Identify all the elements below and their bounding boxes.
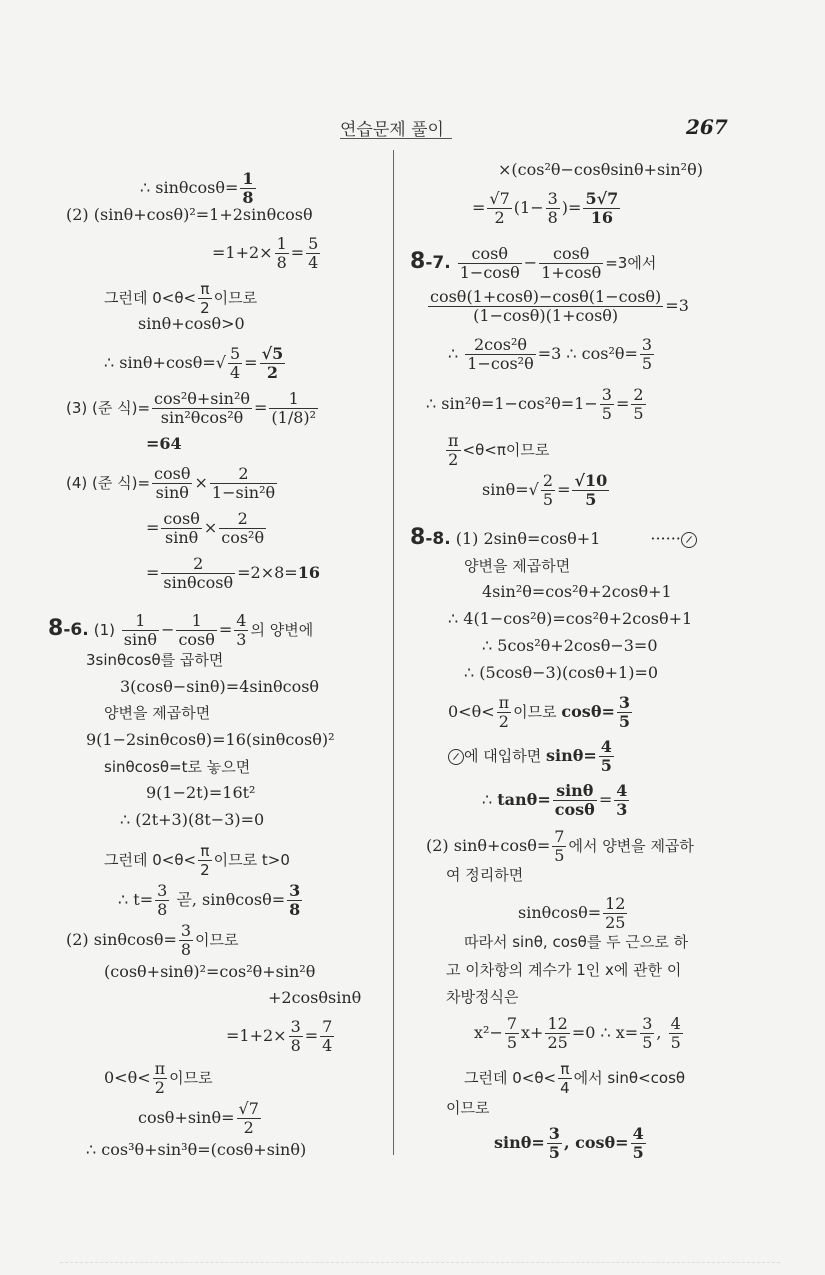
section-title-underline — [340, 138, 452, 139]
fraction: $\frac{12}{25}$ — [605, 894, 626, 932]
solution-line: sinθ= $\frac{3}{5}$ , cosθ= $\frac{4}{5}$ — [494, 1124, 644, 1162]
solution-line: = $\frac{2}{\sin\theta\cos\theta}$ =2×8=16 — [146, 554, 320, 592]
solution-line: (2) sinθcosθ= $\frac{3}{8}$ 이므로 — [66, 921, 239, 959]
solution-line: 그런데 0<θ< $\frac{\pi}{2}$ 이므로 t>0 — [104, 842, 290, 879]
solution-line: $\frac{\pi}{2}$ <θ<π이므로 — [448, 431, 550, 469]
solution-line: ∴ (5cosθ−3)(cosθ+1)=0 — [464, 663, 659, 682]
solution-line: =64 — [146, 434, 182, 453]
fraction: $\frac{3}{5}$ — [548, 1124, 560, 1162]
solution-line: =1+2× $\frac{3}{8}$ = $\frac{7}{4}$ — [226, 1017, 333, 1055]
solution-line: 이므로 — [446, 1099, 490, 1117]
solution-line: 그런데 0<θ< $\frac{\pi}{2}$ 이므로 — [104, 280, 258, 317]
fraction: $\frac{3}{8}$ — [290, 1017, 301, 1055]
solution-line: (3) (준 식)= $\frac{\text{cos²θ+sin²θ}}{\text{sin²θcos²θ}}$ = $\frac{1}{\text{(1/8)²}}$ — [66, 389, 317, 427]
fraction: $\frac{√7}{2}$ — [489, 189, 510, 227]
fraction: $\frac{7}{5}$ — [554, 827, 565, 865]
fraction: $\frac{\text{2cos²θ}}{\text{1−cos²θ}}$ — [467, 335, 534, 373]
fraction: $\frac{4}{3}$ — [236, 611, 247, 649]
fraction: $\frac{4}{5}$ — [670, 1014, 681, 1052]
fraction: $\frac{3}{5}$ — [601, 385, 612, 423]
fraction: $\frac{1}{\sin\theta}$ — [123, 611, 158, 649]
solution-line: ∴ 5cos²θ+2cosθ−3=0 — [482, 636, 658, 655]
solution-line: ×(cos²θ−cosθsinθ+sin²θ) — [498, 160, 703, 179]
fraction: $\frac{\cos\theta}{1+\cos\theta}$ — [541, 244, 602, 282]
fraction: $\frac{2}{\text{1−sin²θ}}$ — [211, 464, 276, 502]
solution-line: ∴ $\frac{\text{2cos²θ}}{\text{1−cos²θ}}$ =3 ∴ cos²θ= $\frac{3}{5}$ — [448, 335, 653, 373]
fraction: $\frac{\pi}{2}$ — [498, 693, 510, 731]
fraction: $\frac{\pi}{2}$ — [448, 431, 459, 469]
fraction: $\frac{5}{4}$ — [308, 234, 319, 272]
fraction: $\frac{\cos\theta}{\sin\theta}$ — [154, 464, 191, 502]
solution-line: 9(1−2sinθcosθ)=16(sinθcosθ)² — [86, 730, 335, 749]
solution-line: 0<θ< $\frac{\pi}{2}$ 이므로 — [104, 1059, 213, 1097]
solution-line: ∴ sin²θ=1−cos²θ=1− $\frac{3}{5}$ = $\frac{2}{5}$ — [426, 385, 644, 423]
fraction: $\frac{3}{8}$ — [547, 189, 558, 227]
solution-line: ∴ sinθcosθ= $\frac{1}{8}$ — [140, 169, 254, 207]
fraction: $\frac{\cos\theta}{\sin\theta}$ — [163, 509, 200, 547]
fraction: $\frac{1}{\text{(1/8)²}}$ — [271, 389, 317, 427]
section-title: 연습문제 풀이 — [340, 120, 444, 140]
solution-line: ∴ t= $\frac{3}{8}$ 곧, sinθcosθ= $\frac{3}{8}$ — [118, 881, 301, 919]
solution-line: 고 이차항의 계수가 1인 x에 관한 이 — [446, 961, 682, 979]
fraction: $\frac{4}{5}$ — [632, 1124, 644, 1162]
solution-line: (2) (sinθ+cosθ)²=1+2sinθcosθ — [66, 205, 313, 224]
solution-line: ∴ sinθ+cosθ=√ $\frac{5}{4}$ = $\frac{√5}{2}$ — [104, 344, 284, 382]
problem-8-8-solution: 8-8. (1) 2sinθ=cosθ+1 ······ — [410, 528, 697, 549]
fraction: $\frac{\pi}{2}$ — [154, 1059, 166, 1097]
solution-line: ∴ (2t+3)(8t−3)=0 — [120, 810, 265, 829]
solution-line: (cosθ+sinθ)²=cos²θ+sin²θ — [104, 962, 316, 981]
solution-line: 차방정식은 — [446, 988, 519, 1006]
solution-line: 3sinθcosθ를 곱하면 — [86, 651, 224, 669]
solution-line: sinθ=√ $\frac{2}{5}$ = $\frac{√10}{5}$ — [482, 471, 608, 509]
solution-line: sinθcosθ= $\frac{12}{25}$ — [518, 894, 626, 932]
fraction: $\frac{3}{8}$ — [180, 921, 192, 959]
fraction: $\frac{4}{5}$ — [600, 737, 612, 775]
fraction: $\frac{2}{\text{cos²θ}}$ — [221, 509, 265, 547]
solution-line: 그런데 0<θ< $\frac{\pi}{4}$ 에서 sinθ<cosθ — [464, 1060, 686, 1097]
solution-line: 4sin²θ=cos²θ+2cosθ+1 — [482, 582, 672, 601]
page-bottom-edge — [60, 1262, 780, 1263]
fraction: $\frac{2}{5}$ — [633, 385, 644, 423]
fraction: $\frac{1}{\cos\theta}$ — [178, 611, 215, 649]
fraction: $\frac{√5}{2}$ — [261, 344, 284, 382]
circled-ga-marker-icon — [681, 532, 697, 548]
fraction: $\frac{3}{5}$ — [618, 693, 631, 731]
solution-line: cosθ+sinθ= $\frac{√7}{2}$ — [138, 1099, 259, 1137]
problem-8-6-solution: 8-6. (1) $\frac{1}{\sin\theta}$ − $\frac{1}{\cos\theta}$ = $\frac{4}{3}$ 의 양변에 — [48, 611, 314, 649]
problem-8-7-solution: 8-7. $\frac{\cos\theta}{1-\cos\theta}$ − $\frac{\cos\theta}{1+\cos\theta}$ =3에서 — [410, 244, 657, 282]
solution-line: =1+2× $\frac{1}{8}$ = $\frac{5}{4}$ — [212, 234, 319, 272]
solution-line: +2cosθsinθ — [268, 988, 362, 1007]
solution-line: 양변을 제곱하면 — [464, 557, 571, 575]
solution-line: (2) sinθ+cosθ= $\frac{7}{5}$ 에서 양변을 제곱하 — [426, 827, 694, 865]
solution-line: ∴ 4(1−cos²θ)=cos²θ+2cosθ+1 — [448, 609, 693, 628]
fraction: $\frac{\sin\theta}{\cos\theta}$ — [554, 781, 595, 819]
fraction: $\frac{3}{5}$ — [642, 1014, 653, 1052]
solution-line: (4) (준 식)= $\frac{\cos\theta}{\sin\theta}$ × $\frac{2}{\text{1−sin²θ}}$ — [66, 464, 276, 502]
fraction: $\frac{3}{8}$ — [289, 881, 301, 919]
fraction: $\frac{\pi}{2}$ — [200, 842, 210, 879]
fraction: $\frac{12}{25}$ — [547, 1014, 568, 1052]
solution-line: 따라서 sinθ, cosθ를 두 근으로 하 — [464, 933, 689, 951]
fraction: $\frac{1}{8}$ — [242, 169, 254, 207]
solution-line: 0<θ< $\frac{\pi}{2}$ 이므로 cosθ= $\frac{3}{5}$ — [448, 693, 631, 731]
fraction: $\frac{3}{5}$ — [641, 335, 653, 373]
fraction: $\frac{5√7}{16}$ — [585, 189, 619, 227]
page-number: 267 — [686, 115, 728, 139]
solution-line: = $\frac{\cos\theta}{\sin\theta}$ × $\frac{2}{\text{cos²θ}}$ — [146, 509, 265, 547]
fraction: $\frac{\text{cos²θ+sin²θ}}{\text{sin²θcos²θ}}$ — [154, 389, 250, 427]
solution-line: 에 대입하면 sinθ= $\frac{4}{5}$ — [448, 738, 616, 775]
solution-line: ∴ tanθ= $\frac{\sin\theta}{\cos\theta}$ = $\frac{4}{3}$ — [482, 781, 628, 819]
fraction: $\frac{7}{4}$ — [322, 1017, 333, 1055]
fraction: $\frac{2}{\sin\theta\cos\theta}$ — [163, 554, 234, 592]
solution-line: 양변을 제곱하면 — [104, 704, 211, 722]
solution-line: sinθcosθ=t로 놓으면 — [104, 758, 251, 776]
fraction: $\frac{\pi}{4}$ — [560, 1060, 570, 1097]
solution-line: 3(cosθ−sinθ)=4sinθcosθ — [120, 677, 320, 696]
fraction: $\frac{3}{8}$ — [157, 881, 168, 919]
fraction: $\frac{5}{4}$ — [229, 344, 241, 382]
fraction: $\frac{7}{5}$ — [506, 1014, 518, 1052]
fraction: $\frac{2}{5}$ — [542, 471, 554, 509]
fraction: $\frac{\cos\theta(1+\cos\theta)-\cos\theta(1-\cos\theta)}{(1-\cos\theta)(1+\cos\theta)}$ — [430, 287, 662, 325]
solution-line: 여 정리하면 — [446, 866, 524, 884]
fraction: $\frac{1}{8}$ — [276, 234, 287, 272]
solution-line: sinθ+cosθ>0 — [138, 314, 245, 333]
solution-line: = $\frac{√7}{2}$ (1− $\frac{3}{8}$ )= $\frac{5√7}{16}$ — [472, 189, 619, 227]
solution-line: 9(1−2t)=16t² — [146, 783, 256, 802]
circled-ga-marker-icon — [448, 749, 464, 765]
fraction: $\frac{4}{3}$ — [616, 781, 628, 819]
column-divider — [393, 150, 394, 1155]
fraction: $\frac{\cos\theta}{1-\cos\theta}$ — [459, 244, 520, 282]
fraction: $\frac{√7}{2}$ — [238, 1099, 259, 1137]
solution-line: $\frac{\cos\theta(1+\cos\theta)-\cos\theta(1-\cos\theta)}{(1-\cos\theta)(1+\cos\theta)}$ =3 — [430, 287, 689, 325]
fraction: $\frac{√10}{5}$ — [574, 471, 608, 509]
solution-line: ∴ cos³θ+sin³θ=(cosθ+sinθ) — [86, 1140, 307, 1159]
fraction: $\frac{\pi}{2}$ — [200, 280, 210, 317]
solution-line: x²− $\frac{7}{5}$ x+ $\frac{12}{25}$ =0 ∴ x= $\frac{3}{5}$ , $\frac{4}{5}$ — [474, 1014, 681, 1052]
